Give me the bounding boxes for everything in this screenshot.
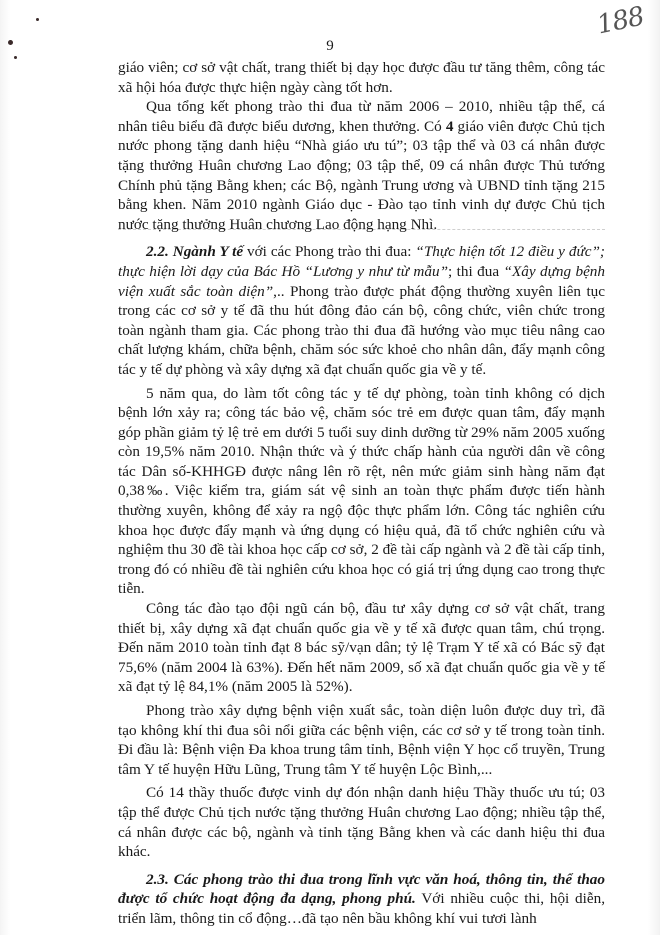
page-number: 9: [326, 38, 334, 54]
paragraph-education-awards: Qua tổng kết phong trào thi đua từ năm 2006 – 2010, nhiều tập thể, cá nhân tiêu biểu đã được biểu dương, khen thưởng. Có 4 giáo viên được Chủ tịch nước phong tặng danh hiệu “Nhà giáo ưu tú”; 03 tập thể và 03 cá nhân được tặng thưởng Huân chương Lao động; 03 tập thể, 09 cá nhân được Thủ tướng Chính phủ tặng Bằng khen; các Bộ, ngành Trung ương và UBND tỉnh tặng 215 bằng khen. Năm 2010 ngành Giáo dục - Đào tạo tỉnh vinh dự được Chủ tịch nước tặng thưởng Huân chương Lao động hạng Nhì.: [118, 98, 605, 233]
document-body: [118, 58, 605, 929]
paragraph-continuation: giáo viên; cơ sở vật chất, trang thiết bị dạy học được đầu tư tăng thêm, công tác xã hội hóa được thực hiện ngày càng tốt hơn.: [118, 59, 605, 96]
handwritten-page-note: 188: [594, 1, 647, 41]
paragraph-hospital-movement: Phong trào xây dựng bệnh viện xuất sắc, toàn diện luôn được duy trì, đã tạo không khí thi đua sôi nổi giữa các bệnh viện, các cơ sở y tế trong toàn tỉnh. Đi đầu là: Bệnh viện Đa khoa trung tâm tỉnh, Bệnh viện Y học cổ truyền, Trung tâm Y tế huyện Hữu Lũng, Trung tâm Y tế huyện Lộc Bình,...: [118, 702, 605, 778]
section-heading-2-2: 2.2. Ngành Y tế: [146, 243, 244, 261]
section-heading-2-3: 2.3. Các phong trào thi đua trong lĩnh vực văn hoá, thông tin, thể thao được tổ chức hoạt động đa dạng, phong phú.: [118, 870, 605, 908]
paragraph-health-sector: 2.2. Ngành Y tế với các Phong trào thi đua: “Thực hiện tốt 12 điều y đức”; thực hiện lời dạy của Bác Hồ “Lương y như từ mẫu”; thi đua “Xây dựng bệnh viện xuất sắc toàn diện”,.. Phong trào được phát động thường xuyên liên tục trong các cơ sở y tế đã thu hút đông đảo cán bộ, công chức, viên chức trong toàn ngành tham gia. Các phong trào thi đua đã hướng vào mục tiêu nâng cao chất lượng khám, chữa bệnh, chăm sóc sức khoẻ cho nhân dân, đẩy mạnh công tác y tế dự phòng và xây dựng xã đạt chuẩn quốc gia về y tế.: [118, 243, 605, 378]
paragraph-culture-sector: 2.3. Các phong trào thi đua trong lĩnh vực văn hoá, thông tin, thể thao được tổ chức hoạt động đa dạng, phong phú. Với nhiều cuộc thi, hội diễn, triển lãm, thông tin cổ động…đã tạo nên bầu không khí vui tươi lành: [118, 870, 605, 927]
punch-hole-mark: [14, 56, 17, 59]
paragraph-five-years: 5 năm qua, do làm tốt công tác y tế dự phòng, toàn tỉnh không có dịch bệnh lớn xảy ra; công tác bảo vệ, chăm sóc trẻ em được quan tâm, đẩy mạnh góp phần giảm tỷ lệ trẻ em dưới 5 tuổi suy dinh dưỡng từ 29% năm 2005 xuống còn 19,5% năm 2010. Nhận thức và ý thức chấp hành của người dân về công tác Dân số-KHHGĐ được nâng lên rõ rệt, nên mức giảm sinh hàng năm đạt 0,38‰. Việc kiểm tra, giám sát vệ sinh an toàn thực phẩm được tiến hành thường xuyên, không để xảy ra ngộ độc thực phẩm lớn. Công tác nghiên cứu khoa học được đẩy mạnh và ứng dụng có hiệu quả, đã tổ chức nghiên cứu và nghiệm thu 30 đề tài khoa học cấp cơ sở, 2 đề tài cấp ngành và 2 đề tài cấp tỉnh, trong đó có nhiều đề tài nghiên cứu khoa học có giá trị ứng dụng cao trong thực tiễn.: [118, 384, 605, 598]
punch-hole-mark: [36, 18, 39, 21]
paragraph-doctors-awards: Có 14 thầy thuốc được vinh dự đón nhận danh hiệu Thầy thuốc ưu tú; 03 tập thể được Chủ tịch nước tặng thưởng Huân chương Lao động; nhiều tập thể, cá nhân được các bộ, ngành và tỉnh tặng Bằng khen và các danh hiệu thi đua khác.: [118, 784, 605, 861]
paragraph-training: Công tác đào tạo đội ngũ cán bộ, đầu tư xây dựng cơ sở vật chất, trang thiết bị, xây dựng xã đạt chuẩn quốc gia về y tế xã được quan tâm, chú trọng. Đến năm 2010 toàn tỉnh đạt 8 bác sỹ/vạn dân; tỷ lệ Trạm Y tế xã có Bác sỹ đạt 75,6% (năm 2004 là 63%). Đến hết năm 2009, số xã đạt chuẩn quốc gia về y tế xã đạt tỷ lệ 84,1% (năm 2005 là 52%).: [118, 600, 605, 696]
